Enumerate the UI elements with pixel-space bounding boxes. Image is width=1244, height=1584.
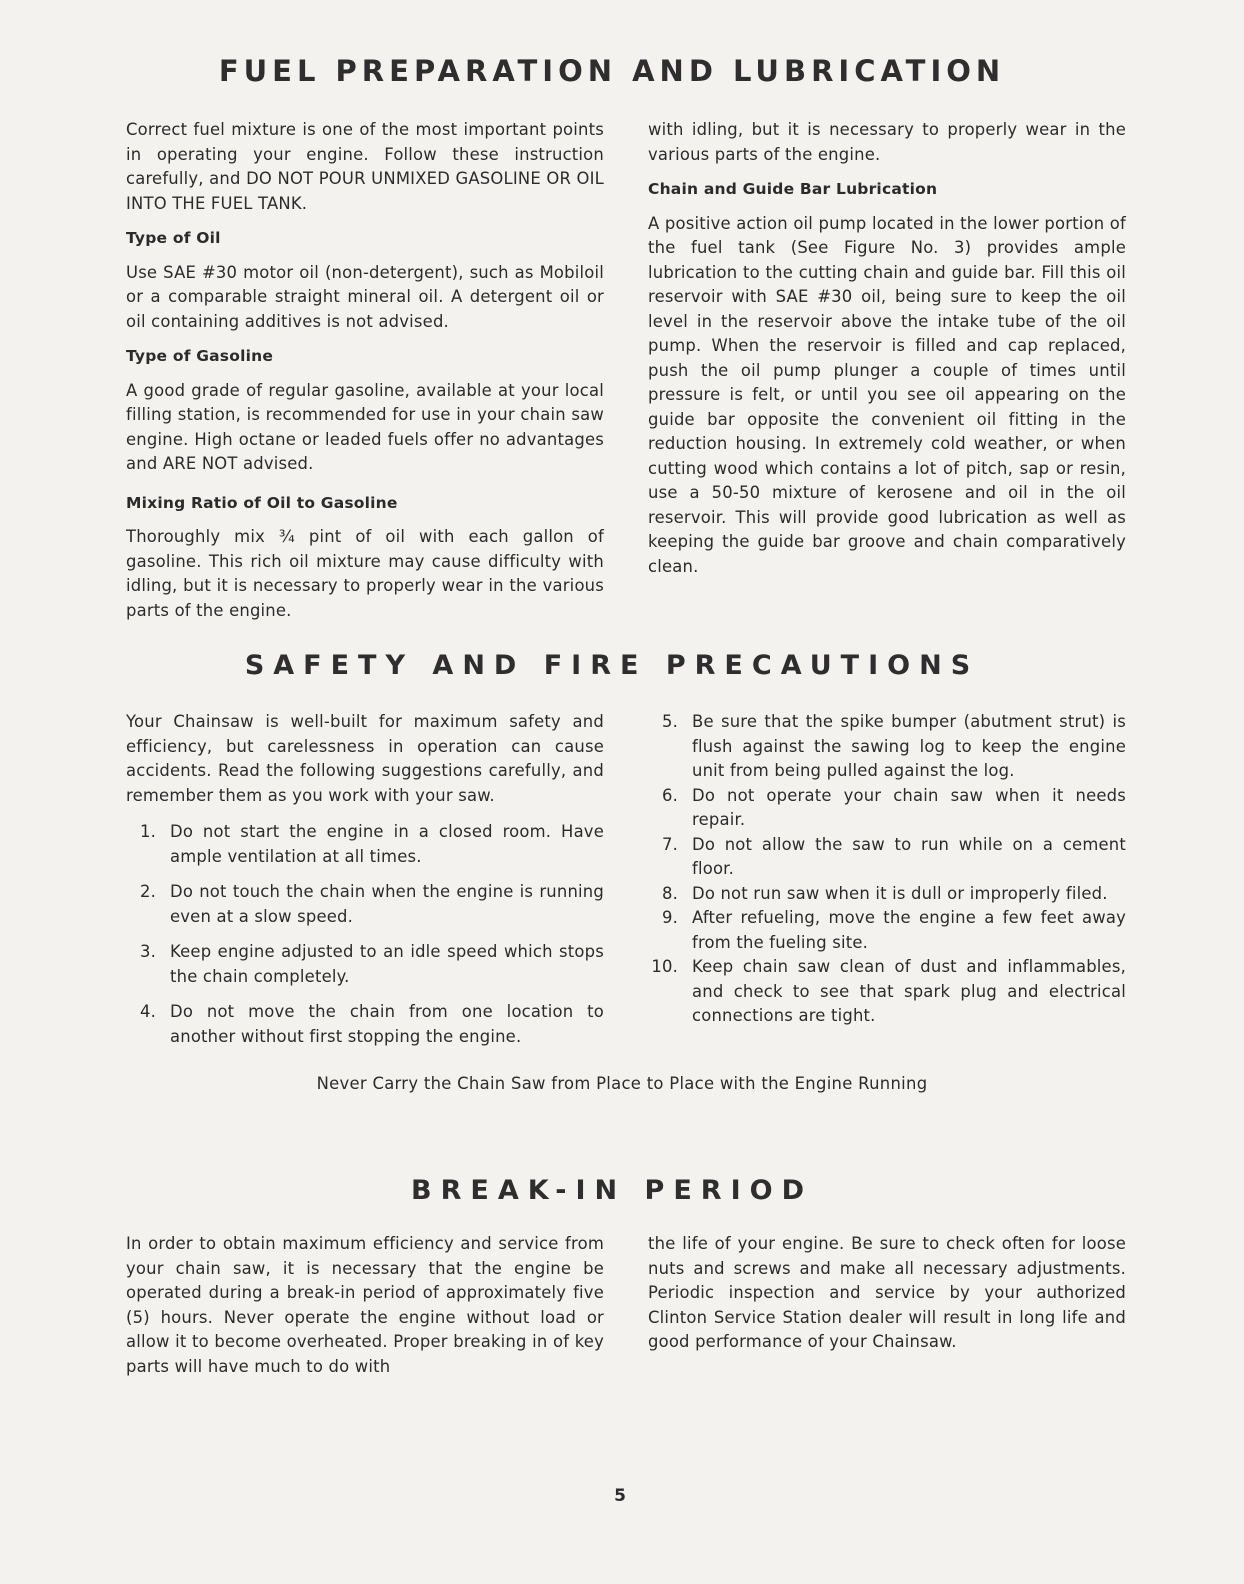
list-item-text: After refueling, move the engine a few feet away from the fueling site. <box>692 908 1126 952</box>
fuel-left-column <box>126 118 604 620</box>
list-item-number: 2. <box>139 882 156 901</box>
fuel-intro: Correct fuel mixture is one of the most important points in operating your engine. Follow these instruction carefully, and DO NOT POUR UNMIXED GASOLINE OR OIL INTO THE FUEL TANK. <box>126 120 604 213</box>
list-item-text: Do not allow the saw to run while on a cement floor. <box>692 834 1126 878</box>
list-item-number: 7. <box>661 834 678 854</box>
list-item <box>648 906 1126 955</box>
breakin-text-left: In order to obtain maximum efficiency and service from your chain saw, it is necessary that the engine be operated during a break-in period of approximately five (5) hours. Never operate the engine without load or allow it to become overheated. Proper breaking in of key parts will have much to do with <box>126 1234 604 1376</box>
list-item <box>648 955 1126 1029</box>
list-item-number: 6. <box>661 785 678 805</box>
list-item-text: Keep chain saw clean of dust and inflammables, and check to see that spark plug and electrical connections are tight. <box>692 957 1126 1025</box>
list-item-text: Keep engine adjusted to an idle speed which stops the chain completely. <box>170 942 604 986</box>
safety-intro: Your Chainsaw is well-built for maximum safety and efficiency, but carelessness in operation can cause accidents. Read the following suggestions carefully, and remember them as you work with your saw. <box>126 712 604 805</box>
list-item <box>126 880 604 929</box>
chain-lubrication-text: A positive action oil pump located in the lower portion of the fuel tank (See Figure No. 3) provides ample lubrication to the cutting chain and guide bar. Fill this oil reservoir with SAE #30 oil, being sure to keep the oil level in the reservoir above the intake tube of the oil pump. When the reservoir is filled and cap replaced, push the oil pump plunger a couple of times until pressure is felt, or until you see oil appearing on the guide bar opposite the convenient oil fitting in the reduction housing. In extremely cold weather, or when cutting wood which contains a lot of pitch, sap or resin, use a 50-50 mixture of kerosene and oil in the oil reservoir. This will provide good lubrication as well as keeping the guide bar groove and chain comparatively clean. <box>648 213 1126 576</box>
list-item-text: Do not run saw when it is dull or improperly filed. <box>692 883 1108 903</box>
list-item <box>648 882 1126 907</box>
chain-lubrication-heading: Chain and Guide Bar Lubrication <box>648 180 938 198</box>
list-item <box>126 1000 604 1049</box>
breakin-left-column <box>126 1232 604 1389</box>
list-item <box>126 940 604 989</box>
mixing-ratio-text: Thoroughly mix ¾ pint of oil with each gallon of gasoline. This rich oil mixture may cause difficulty with idling, but it is necessary to properly wear in the various parts of the engine. <box>126 527 604 620</box>
safety-left-column <box>126 710 604 1060</box>
type-of-gasoline-text: A good grade of regular gasoline, available at your local filling station, is recommended for use in your chain saw engine. High octane or leaded fuels offer no advantages and ARE NOT advised. <box>126 380 604 473</box>
list-item-text: Do not move the chain from one location to another without first stopping the engine. <box>170 1002 604 1046</box>
list-item-text: Be sure that the spike bumper (abutment strut) is flush against the sawing log to keep the engine unit from being pulled against the log. <box>692 712 1126 780</box>
list-item-text: Do not operate your chain saw when it needs repair. <box>692 785 1126 829</box>
breakin-right-column <box>648 1232 1126 1365</box>
safety-list-left <box>126 820 604 1049</box>
list-item-number: 4. <box>139 1002 156 1021</box>
safety-right-column <box>648 710 1126 1029</box>
list-item <box>126 820 604 869</box>
page-number: 5 <box>614 1486 626 1506</box>
list-item-number: 8. <box>661 883 678 903</box>
fuel-right-column <box>648 118 1126 589</box>
safety-section-title: SAFETY AND FIRE PRECAUTIONS <box>244 650 980 681</box>
list-item-number: 9. <box>661 908 678 927</box>
breakin-text-right: the life of your engine. Be sure to check often for loose nuts and screws and make all necessary adjustments. Periodic inspection and service by your authorized Clinton Service Station dealer will result in long life and good performance of your Chainsaw. <box>648 1234 1126 1351</box>
type-of-oil-text: Use SAE #30 motor oil (non-detergent), such as Mobiloil or a comparable straight mineral oil. A detergent oil or oil containing additives is not advised. <box>126 262 604 331</box>
type-of-oil-heading: Type of Oil <box>126 229 221 247</box>
type-of-gasoline-heading: Type of Gasoline <box>126 347 274 365</box>
list-item <box>648 784 1126 833</box>
mixing-ratio-text-continued: with idling, but it is necessary to properly wear in the various parts of the engine. <box>648 120 1126 164</box>
fuel-section-title: FUEL PREPARATION AND LUBRICATION <box>218 54 1006 88</box>
mixing-ratio-heading: Mixing Ratio of Oil to Gasoline <box>126 493 398 512</box>
list-item-number: 3. <box>139 942 156 961</box>
list-item <box>648 710 1126 784</box>
safety-list-right <box>648 710 1126 1029</box>
list-item-text: Do not start the engine in a closed room. Have ample ventilation at all times. <box>170 822 604 866</box>
list-item-text: Do not touch the chain when the engine is running even at a slow speed. <box>170 882 604 926</box>
breakin-section-title: BREAK-IN PERIOD <box>411 1175 813 1206</box>
safety-closing-line: Never Carry the Chain Saw from Place to Place with the Engine Running <box>316 1074 928 1093</box>
list-item <box>648 833 1126 882</box>
list-item-number: 1. <box>139 822 156 841</box>
list-item-number: 10. <box>651 957 678 976</box>
list-item-number: 5. <box>661 712 678 731</box>
